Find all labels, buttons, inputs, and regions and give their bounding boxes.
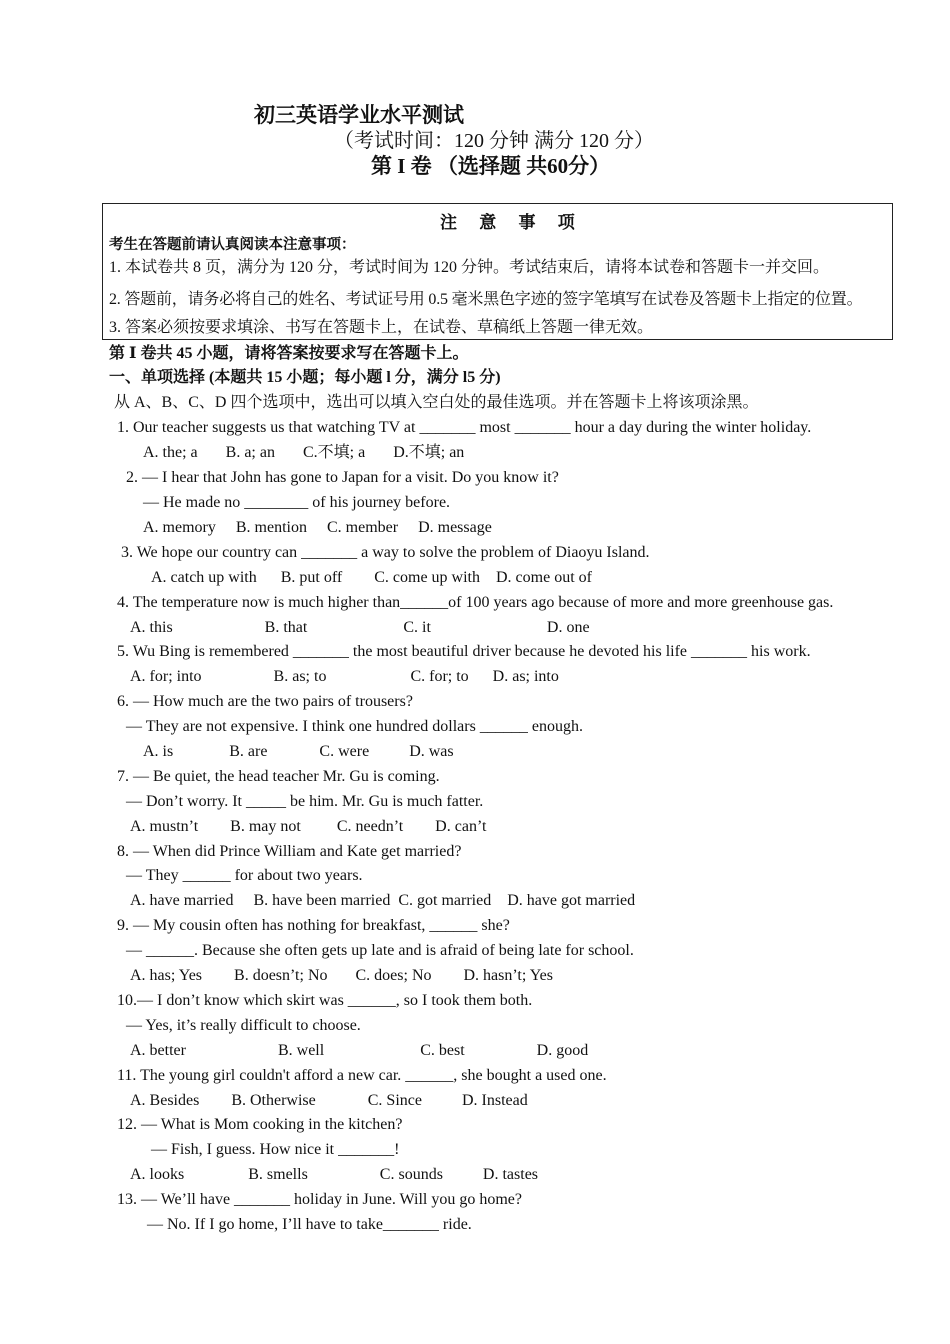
question-stem: 8. — When did Prince William and Kate get married? <box>117 843 462 860</box>
question-stem: 12. — What is Mom cooking in the kitchen? <box>117 1116 403 1133</box>
question-stem: 5. Wu Bing is remembered _______ the most beautiful driver because he devoted his life _______ his work. <box>117 643 811 660</box>
question-dialogue: — They are not expensive. I think one hundred dollars ______ enough. <box>126 718 583 735</box>
question-options: A. mustn’t B. may not C. needn’t D. can’t <box>130 818 487 835</box>
question-options: A. looks B. smells C. sounds D. tastes <box>130 1166 539 1183</box>
notice-title: 注 意 事 项 <box>440 213 584 232</box>
question-options: A. better B. well C. best D. good <box>130 1042 589 1059</box>
question-dialogue: — Fish, I guess. How nice it _______! <box>151 1141 400 1158</box>
question-stem: 6. — How much are the two pairs of trousers? <box>117 693 413 710</box>
question-dialogue: — They ______ for about two years. <box>126 867 363 884</box>
page-title: 初三英语学业水平测试 <box>254 103 464 127</box>
notice-item: 3. 答案必须按要求填涂、书写在答题卡上，在试卷、草稿纸上答题一律无效。 <box>109 319 654 336</box>
question-stem: 4. The temperature now is much higher than______of 100 years ago because of more and more greenhouse gas. <box>117 594 834 611</box>
question-stem: 1. Our teacher suggests us that watching TV at _______ most _______ hour a day during the winter holiday. <box>117 419 812 436</box>
part-note: 第 Ⅰ 卷共 45 小题，请将答案按要求写在答题卡上。 <box>109 345 469 362</box>
question-dialogue: — Yes, it’s really difficult to choose. <box>126 1017 361 1034</box>
question-stem: 9. — My cousin often has nothing for breakfast, ______ she? <box>117 917 510 934</box>
section-instruction: 从 A、B、C、D 四个选项中，选出可以填入空白处的最佳选项。并在答题卡上将该项涂黑。 <box>114 394 759 411</box>
question-options: A. has; Yes B. doesn’t; No C. does; No D. hasn’t; Yes <box>130 967 553 984</box>
question-stem: 3. We hope our country can _______ a way to solve the problem of Diaoyu Island. <box>121 544 650 561</box>
question-options: A. Besides B. Otherwise C. Since D. Instead <box>130 1092 528 1109</box>
notice-intro: 考生在答题前请认真阅读本注意事项： <box>109 237 356 253</box>
question-options: A. catch up with B. put off C. come up with D. come out of <box>151 569 592 586</box>
question-stem: 13. — We’ll have _______ holiday in June. Will you go home? <box>117 1191 522 1208</box>
question-options: A. is B. are C. were D. was <box>143 743 454 760</box>
question-dialogue: — ______. Because she often gets up late and is afraid of being late for school. <box>126 942 634 959</box>
exam-info: （考试时间：120 分钟 满分 120 分） <box>334 130 654 152</box>
section-heading: 一、单项选择 (本题共 15 小题；每小题 l 分，满分 l5 分) <box>109 369 501 386</box>
question-stem: 10.— I don’t know which skirt was ______, so I took them both. <box>117 992 533 1009</box>
question-options: A. the; a B. a; an C.不填; a D.不填; an <box>143 444 465 461</box>
question-options: A. for; into B. as; to C. for; to D. as; into <box>130 668 559 685</box>
question-stem: 11. The young girl couldn't afford a new car. ______, she bought a used one. <box>117 1067 607 1084</box>
question-dialogue: — He made no ________ of his journey before. <box>143 494 451 511</box>
question-options: A. this B. that C. it D. one <box>130 619 590 636</box>
question-options: A. have married B. have been married C. got married D. have got married <box>130 892 636 909</box>
part-title: 第 I 卷 （选择题 共60分） <box>371 154 611 178</box>
question-stem: 7. — Be quiet, the head teacher Mr. Gu is coming. <box>117 768 440 785</box>
question-options: A. memory B. mention C. member D. message <box>143 519 492 536</box>
notice-item: 1. 本试卷共 8 页，满分为 120 分，考试时间为 120 分钟。考试结束后，请将本试卷和答题卡一并交回。 <box>109 259 830 276</box>
question-dialogue: — Don’t worry. It _____ be him. Mr. Gu is much fatter. <box>126 793 484 810</box>
question-stem: 2. — I hear that John has gone to Japan for a visit. Do you know it? <box>126 469 559 486</box>
notice-item: 2. 答题前，请务必将自己的姓名、考试证号用 0.5 毫米黑色字迹的签字笔填写在试卷及答题卡上指定的位置。 <box>109 291 863 308</box>
question-dialogue: — No. If I go home, I’ll have to take_______ ride. <box>147 1216 472 1233</box>
